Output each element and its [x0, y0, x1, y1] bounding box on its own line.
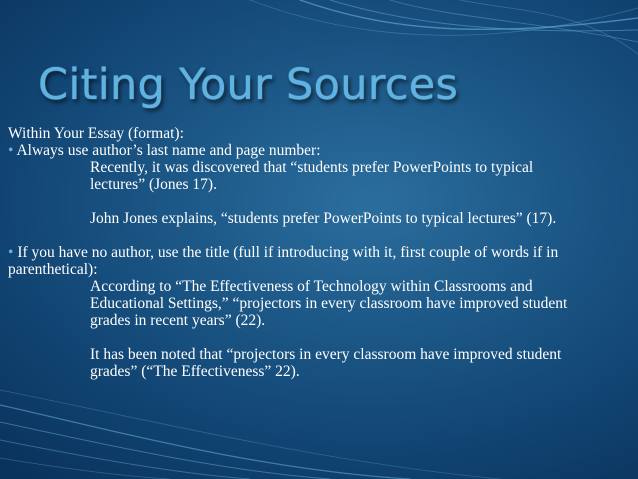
bullet-text: Always use author’s last name and page number:	[16, 142, 321, 159]
slide-body	[8, 125, 638, 380]
intro-line: Within Your Essay (format):	[8, 125, 184, 142]
bullet-item-author	[8, 142, 638, 159]
example-paragraph: It has been noted that “projectors in every classroom have improved student grades” (“The Effectiveness” 22).	[90, 346, 562, 380]
bullet-text: If you have no author, use the title (full if introducing with it, first couple of words if in parenthetical):	[8, 244, 559, 278]
bullet-icon: •	[8, 244, 14, 261]
bullet-item-no-author	[8, 244, 638, 278]
bullet-icon: •	[8, 142, 14, 159]
slide-title: Citing Your Sources	[38, 60, 459, 110]
example-paragraph: According to “The Effectiveness of Technology within Classrooms and Educational Settings,” “projectors in every classroom have improved student grades in recent years” (22).	[90, 278, 568, 329]
example-paragraph: John Jones explains, “students prefer PowerPoints to typical lectures” (17).	[90, 210, 557, 227]
example-paragraph: Recently, it was discovered that “students prefer PowerPoints to typical lectures” (Jones 17).	[90, 159, 534, 193]
